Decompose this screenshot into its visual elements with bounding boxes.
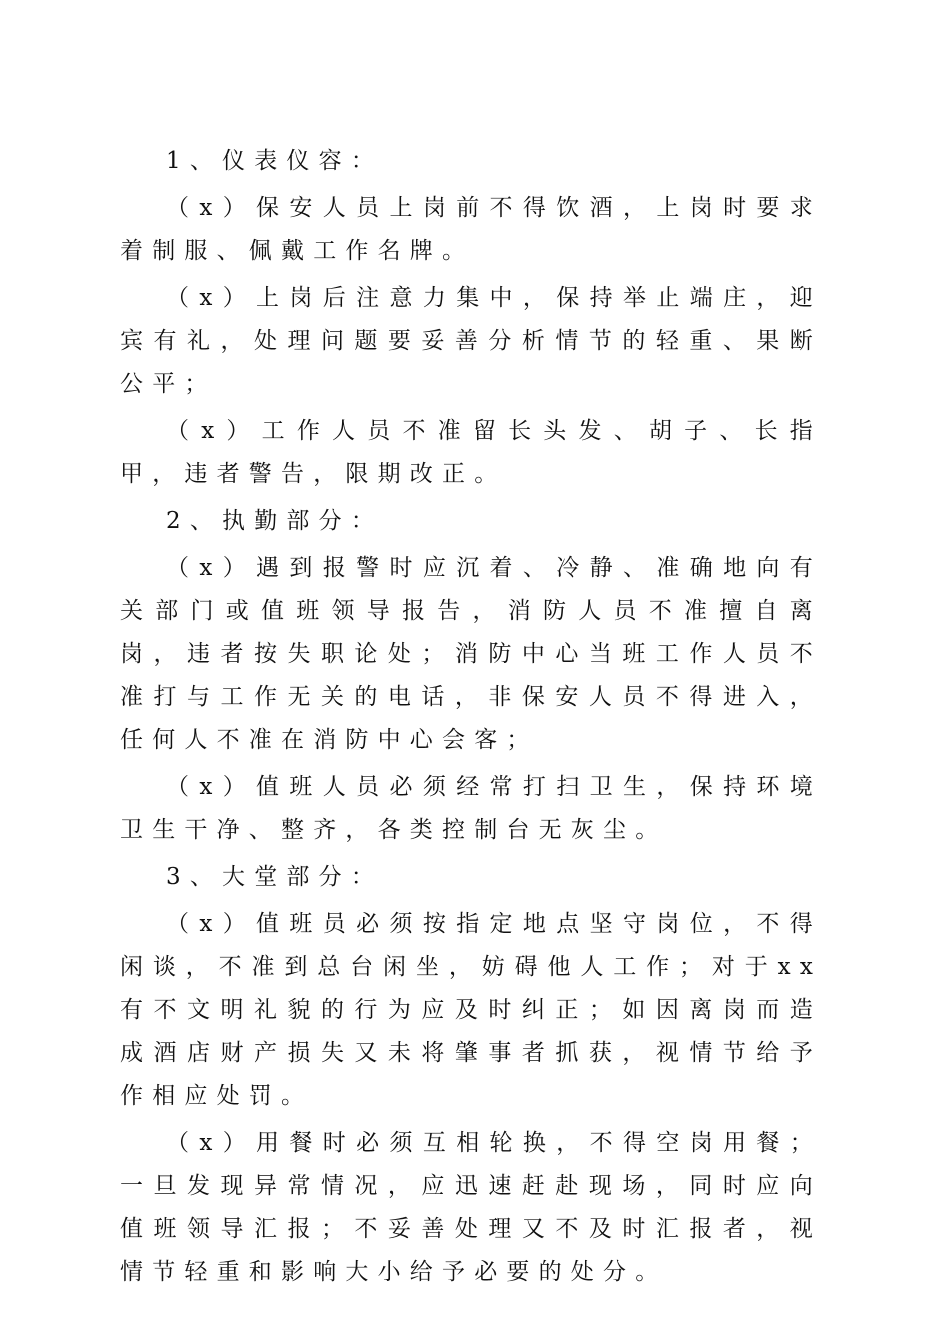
section-heading-2: 2、执勤部分： bbox=[166, 508, 384, 534]
section-heading-3: 3、大堂部分： bbox=[166, 864, 384, 890]
section-3-item-1: （x）值班员必须按指定地点坚守岗位，不得闲谈，不准到总台闲坐，妨碍他人工作；对于xx有不文明礼貌的行为应及时纠正；如因离岗而造成酒店财产损失又未将肇事者抓获，视情节给予作相应处罚。 bbox=[120, 911, 822, 1109]
section-1-item-3: （x）工作人员不准留长头发、胡子、长指甲，违者警告，限期改正。 bbox=[120, 418, 822, 487]
section-1-item-2: （x）上岗后注意力集中，保持举止端庄，迎宾有礼，处理问题要妥善分析情节的轻重、果断公平； bbox=[120, 285, 822, 397]
section-heading-1: 1、仪表仪容： bbox=[166, 148, 384, 174]
section-2-item-2: （x）值班人员必须经常打扫卫生，保持环境卫生干净、整齐，各类控制台无灰尘。 bbox=[120, 774, 822, 843]
document-page bbox=[120, 140, 822, 1298]
section-1-item-1: （x）保安人员上岗前不得饮酒，上岗时要求着制服、佩戴工作名牌。 bbox=[120, 195, 822, 264]
section-3-item-2: （x）用餐时必须互相轮换，不得空岗用餐；一旦发现异常情况，应迅速赶赴现场，同时应向值班领导汇报；不妥善处理又不及时汇报者，视情节轻重和影响大小给予必要的处分。 bbox=[120, 1130, 822, 1285]
section-2-item-1: （x）遇到报警时应沉着、冷静、准确地向有关部门或值班领导报告，消防人员不准擅自离岗，违者按失职论处；消防中心当班工作人员不准打与工作无关的电话，非保安人员不得进入，任何人不准在消防中心会客； bbox=[120, 555, 822, 753]
